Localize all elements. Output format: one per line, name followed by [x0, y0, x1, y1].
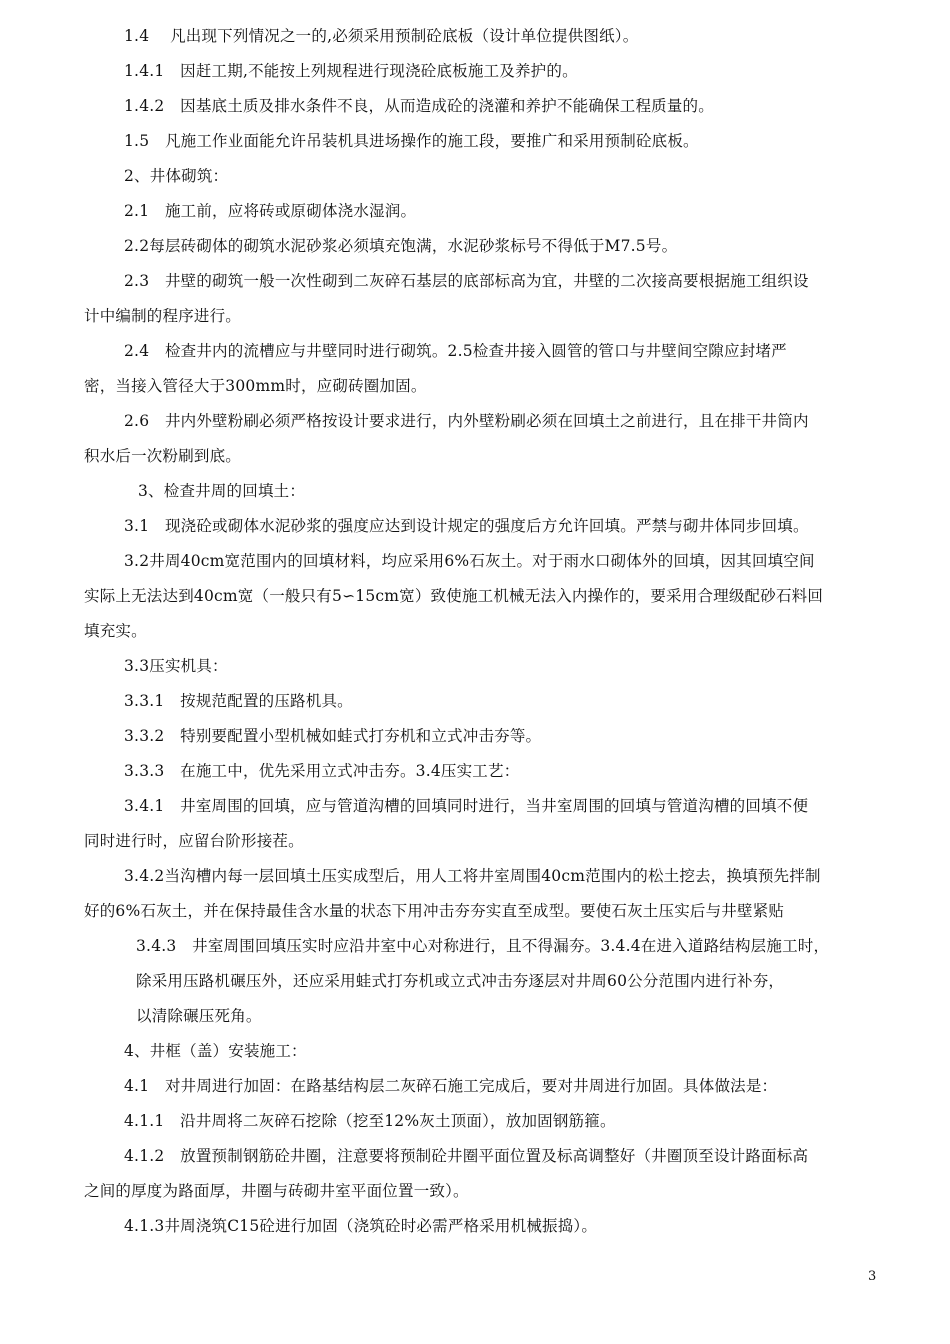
- section-heading-4: 4、井框（盖）安装施工：: [124, 1042, 307, 1060]
- text-line-2-2: 2.2每层砖砌体的砌筑水泥砂浆必须填充饱满，水泥砂浆标号不得低于M7.5号。: [124, 237, 678, 255]
- text-line-3-2: 3.2井周40cm宽范围内的回填材料，均应采用6%石灰土。对于雨水口砌体外的回填，因其回填空间: [124, 552, 815, 570]
- text-line-3-4-4-end: 以清除碾压死角。: [136, 1007, 262, 1025]
- text-line-3-4-2-continued: 好的6%石灰土，并在保持最佳含水量的状态下用冲击夯夯实直至成型。要使石灰土压实后与井壁紧贴: [84, 902, 785, 920]
- page-number: 3: [868, 1269, 877, 1284]
- text-line-3-4-2: 3.4.2当沟槽内每一层回填土压实成型后，用人工将井室周围40cm范围内的松土挖去，换填预先拌制: [124, 867, 821, 885]
- section-heading-2: 2、井体砌筑：: [124, 167, 229, 185]
- text-line-3-3-1: 3.3.1 按规范配置的压路机具。: [124, 692, 353, 710]
- text-line-3-4-3: 3.4.3 井室周围回填压实时应沿井室中心对称进行，且不得漏夯。3.4.4在进入道路结构层施工时，: [136, 937, 830, 955]
- text-line-2-1: 2.1 施工前，应将砖或原砌体浇水湿润。: [124, 202, 417, 220]
- text-line-3-2-end: 填充实。: [84, 622, 147, 640]
- text-line-2-6-continued: 积水后一次粉刷到底。: [84, 447, 242, 465]
- text-line-3-3-2: 3.3.2 特别要配置小型机械如蛙式打夯机和立式冲击夯等。: [124, 727, 542, 745]
- text-line-4-1-3: 4.1.3井周浇筑C15砼进行加固（浇筑砼时必需严格采用机械振捣）。: [124, 1217, 598, 1235]
- text-line-4-1-1: 4.1.1 沿井周将二灰碎石挖除（挖至12%灰土顶面），放加固钢筋箍。: [124, 1112, 616, 1130]
- text-line-2-3: 2.3 井壁的砌筑一般一次性砌到二灰碎石基层的底部标高为宜，井壁的二次接高要根据施工组织设: [124, 272, 809, 290]
- text-line-3-3-3: 3.3.3 在施工中，优先采用立式冲击夯。3.4压实工艺：: [124, 762, 520, 780]
- text-line-4-1: 4.1 对井周进行加固：在路基结构层二灰碎石施工完成后，要对井周进行加固。具体做法是：: [124, 1077, 778, 1095]
- text-line-3-3: 3.3压实机具：: [124, 657, 228, 675]
- text-line-1-4-1: 1.4.1 因赶工期,不能按上列规程进行现浇砼底板施工及养护的。: [124, 62, 578, 80]
- text-line-3-4-1-continued: 同时进行时，应留台阶形接茬。: [84, 832, 304, 850]
- text-line-3-4-4-continued: 除采用压路机碾压外，还应采用蛙式打夯机或立式冲击夯逐层对井周60公分范围内进行补夯，: [136, 972, 785, 990]
- text-line-2-5-continued: 密，当接入管径大于300mm时，应砌砖圈加固。: [84, 377, 427, 395]
- text-line-3-4-1: 3.4.1 井室周围的回填，应与管道沟槽的回填同时进行，当井室周围的回填与管道沟槽的回填不便: [124, 797, 809, 815]
- text-line-1-4-2: 1.4.2 因基底土质及排水条件不良，从而造成砼的浇灌和养护不能确保工程质量的。: [124, 97, 714, 115]
- text-line-4-1-2-continued: 之间的厚度为路面厚，井圈与砖砌井室平面位置一致）。: [84, 1182, 469, 1200]
- text-line-1-5: 1.5 凡施工作业面能允许吊装机具进场操作的施工段，要推广和采用预制砼底板。: [124, 132, 699, 150]
- text-line-3-1: 3.1 现浇砼或砌体水泥砂浆的强度应达到设计规定的强度后方允许回填。严禁与砌井体同步回填。: [124, 517, 809, 535]
- text-line-2-3-continued: 计中编制的程序进行。: [84, 307, 242, 325]
- text-line-2-4: 2.4 检查井内的流槽应与井壁同时进行砌筑。2.5检查井接入圆管的管口与井壁间空隙应封堵严: [124, 342, 787, 360]
- text-line-1-4: 1.4 凡出现下列情况之一的,必须采用预制砼底板（设计单位提供图纸）。: [124, 27, 639, 45]
- text-line-4-1-2: 4.1.2 放置预制钢筋砼井圈，注意要将预制砼井圈平面位置及标高调整好（井圈顶至设计路面标高: [124, 1147, 809, 1165]
- section-heading-3: 3、检查井周的回填土：: [138, 482, 306, 500]
- text-line-3-2-continued: 实际上无法达到40cm宽（一般只有5∽15cm宽）致使施工机械无法入内操作的，要采用合理级配砂石料回: [84, 587, 824, 605]
- text-line-2-6: 2.6 井内外壁粉刷必须严格按设计要求进行，内外壁粉刷必须在回填土之前进行，且在排干井筒内: [124, 412, 809, 430]
